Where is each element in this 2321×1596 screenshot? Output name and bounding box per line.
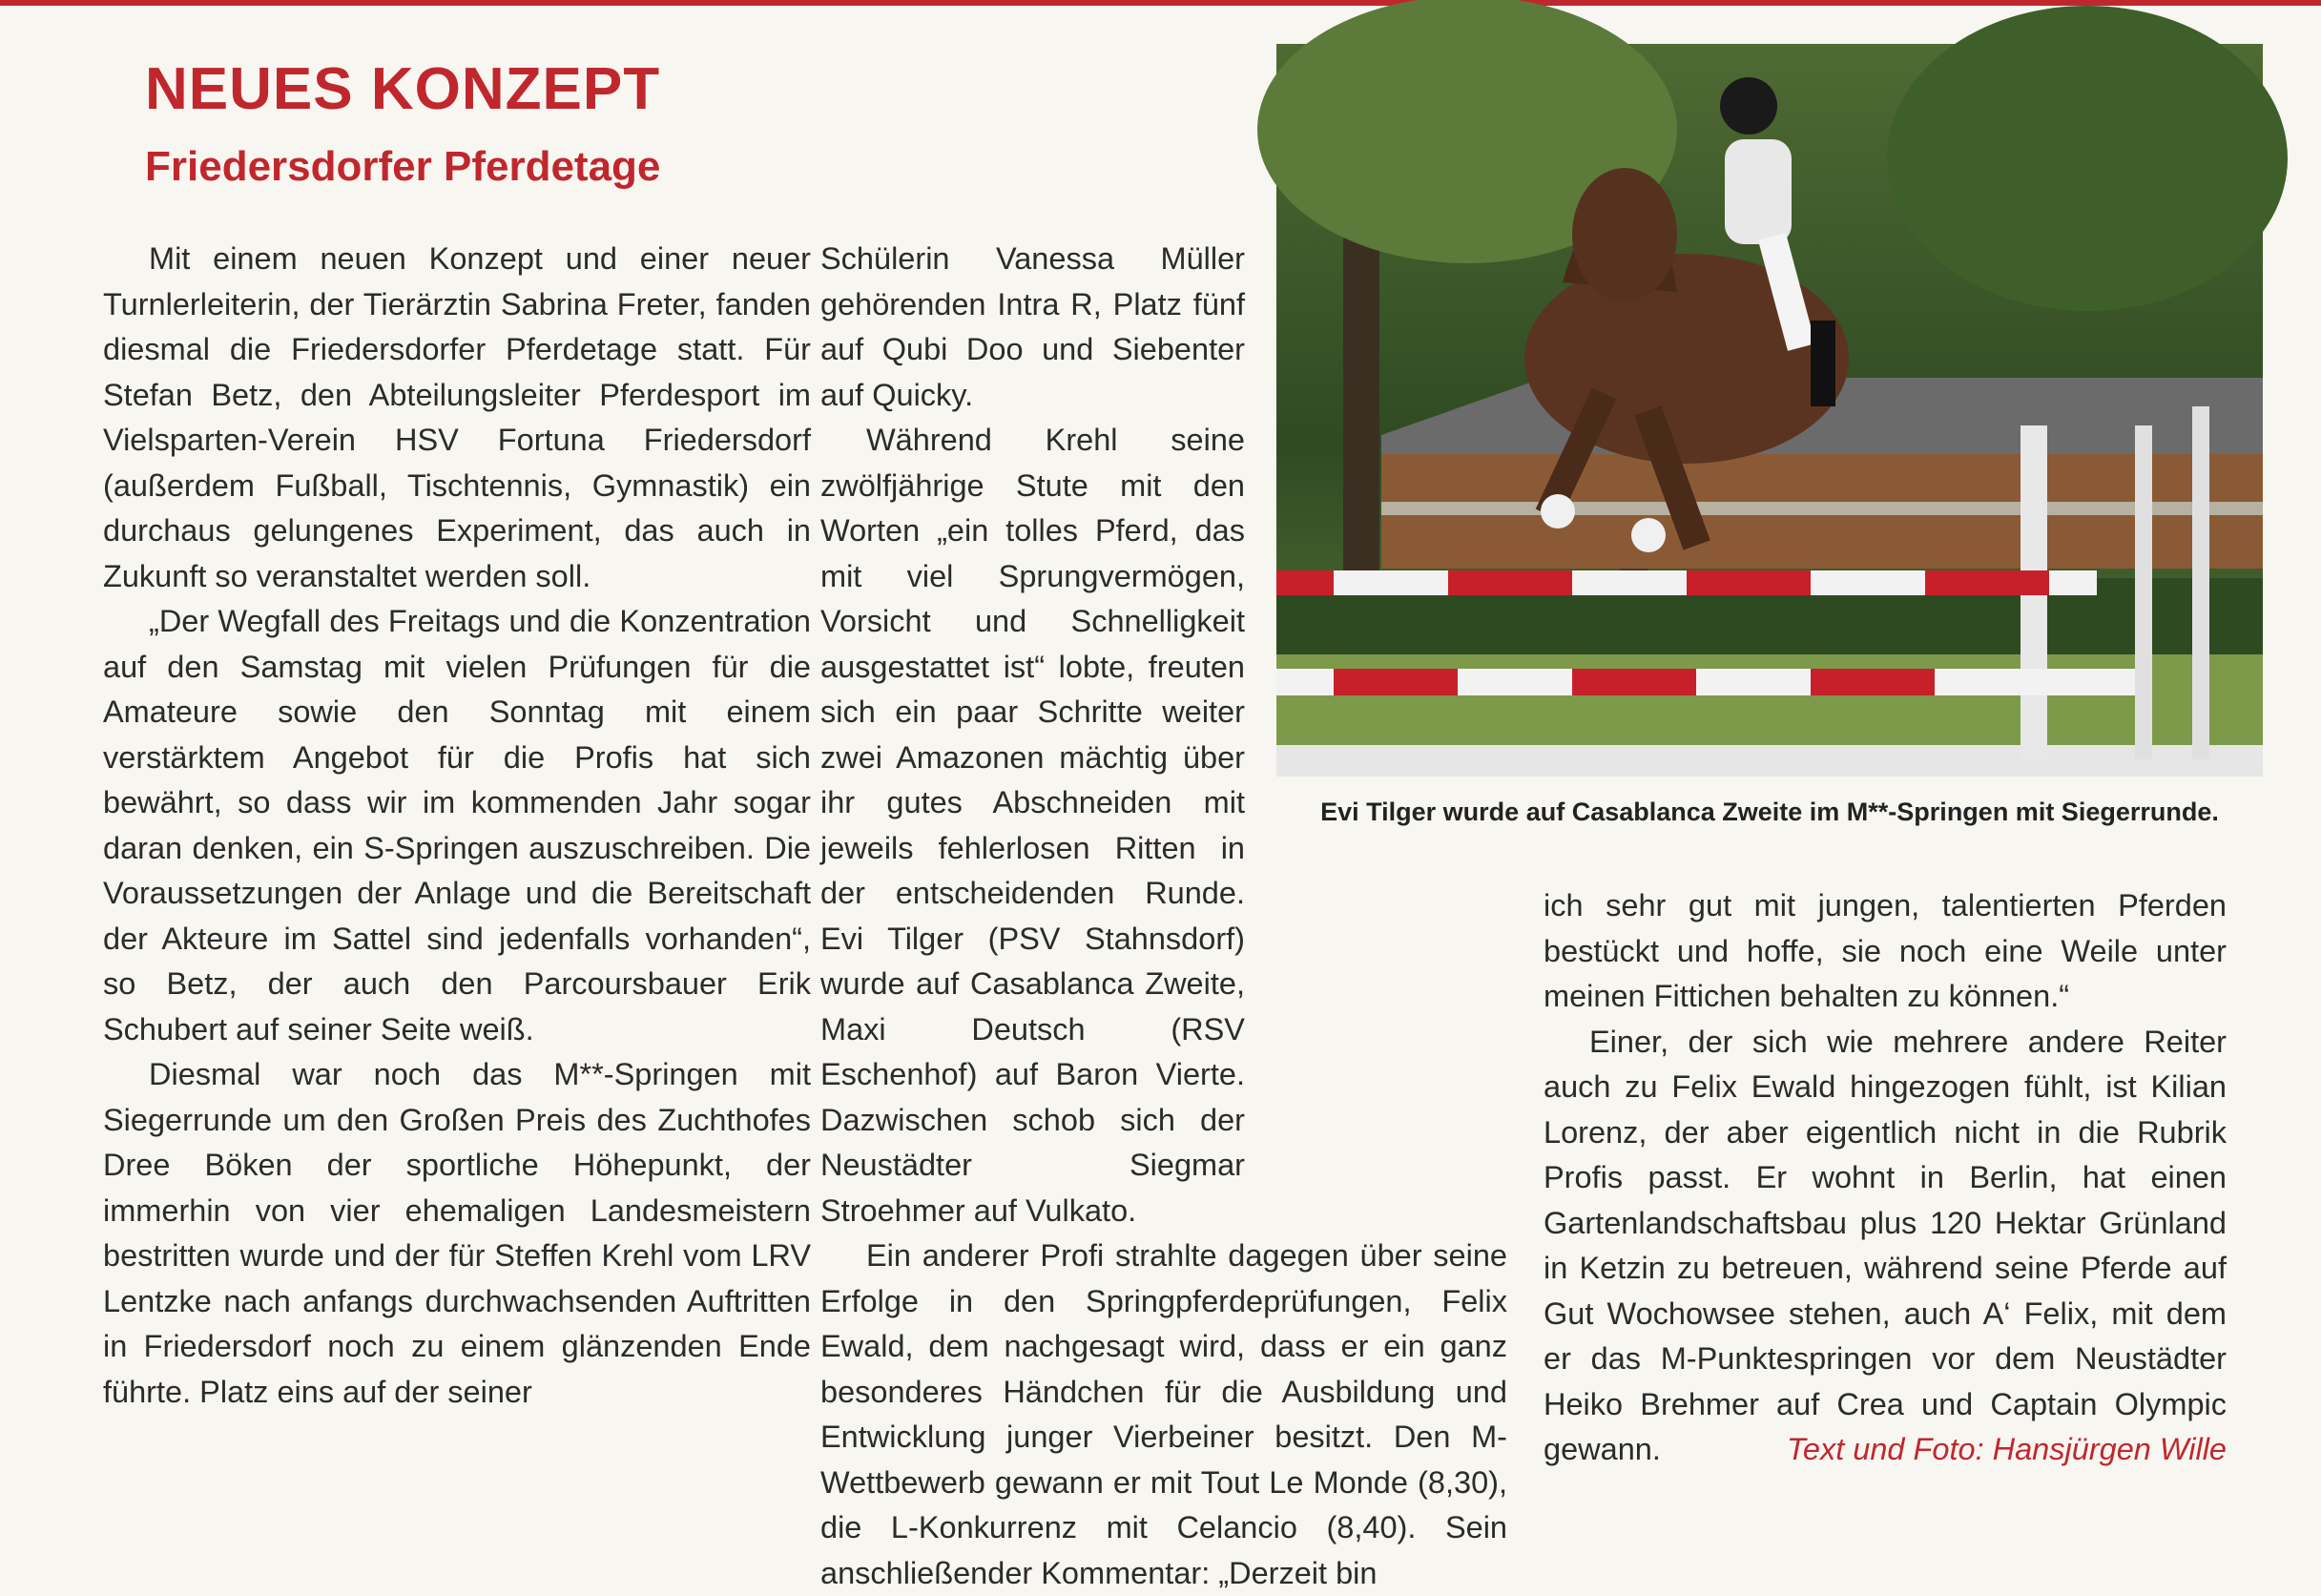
paragraph: Ein anderer Profi strahlte dagegen über seine Erfolge in den Springpferdeprüfungen, Felix Ewald, dem nachgesagt wird, dass er ein ganz besonderes Händchen für die Ausbildung und Entwicklung junger Vierbeiner besitzt. Den M-Wettbewerb gewann er mit Tout Le Monde (8,30), die L-Konkurrenz mit Celancio (8,40). Sein anschließender Kommentar: „Derzeit bin xyxy=(820,1238,1507,1590)
horse-jumping-illustration xyxy=(1276,44,2263,777)
paragraph: ich sehr gut mit jungen, talentierten Pferden bestückt und hoffe, sie noch eine Weile unter meinen Fittichen behalten zu können.“ xyxy=(1544,888,2227,1013)
column-1 xyxy=(103,237,811,1415)
column-3 xyxy=(1544,883,2227,1473)
headline: NEUES KONZEPT xyxy=(145,56,661,122)
show-jumping-photo xyxy=(1276,44,2263,777)
paragraph: Schülerin Vanessa Müller gehörenden Intra R, Platz fünf auf Qubi Doo und Siebenter auf Quicky. xyxy=(820,241,1245,412)
paragraph: „Der Wegfall des Freitags und die Konzentration auf den Samstag mit vielen Prüfungen für die Amateure sowie den Sonntag mit einem verstärktem Angebot für die Profis hat sich bewährt, so dass wir im kommenden Jahr sogar daran denken, ein S-Springen auszuschreiben. Die Voraussetzungen der Anlage und die Bereitschaft der Akteure im Sattel sind jedenfalls vorhanden“, so Betz, der auch den Parcoursbauer Erik Schubert auf seiner Seite weiß. xyxy=(103,604,811,1047)
subheadline: Friedersdorfer Pferdetage xyxy=(145,143,661,190)
paragraph: Mit einem neuen Konzept und einer neuer Turnlerleiterin, der Tierärztin Sabrina Freter, fanden diesmal die Friedersdorfer Pferdetage statt. Für Stefan Betz, den Abteilungsleiter Pferdesport im Vielsparten-Verein HSV Fortuna Friedersdorf (außerdem Fußball, Tischtennis, Gymnastik) ein durchaus gelungenes Experiment, das auch in Zukunft so veranstaltet werden soll. xyxy=(103,241,811,593)
paragraph: Einer, der sich wie mehrere andere Reiter auch zu Felix Ewald hingezogen fühlt, ist Kilian Lorenz, der aber eigentlich nicht in die Rubrik Profis passt. Er wohnt in Berlin, hat einen Gartenlandschaftsbau plus 120 Hektar Grünland in Ketzin zu betreuen, während seine Pferde auf Gut Wochowsee stehen, auch A‘ Felix, mit dem er das M-Punktespringen vor dem Neustädter Heiko Brehmer auf Crea und Captain Olympic gewann. xyxy=(1544,1024,2227,1466)
paragraph: Diesmal war noch das M**-Springen mit Siegerrunde um den Großen Preis des Zuchthofes Dree Böken der sportliche Höhepunkt, der immerhin von vier ehemaligen Landesmeistern bestritten wurde und der für Steffen Krehl vom LRV Lentzke nach anfangs durchwachsenden Auftritten in Friedersdorf noch zu einem glänzenden Ende führte. Platz eins auf der seiner xyxy=(103,1057,811,1409)
photo-caption: Evi Tilger wurde auf Casablanca Zweite im M**-Springen mit Siegerrunde. xyxy=(1320,798,2219,826)
top-rule xyxy=(0,0,2321,6)
paragraph: Während Krehl seine zwölfjährige Stute mit den Worten „ein tolles Pferd, das mit viel Sprungvermögen, Vorsicht und Schnelligkeit ausgestattet ist“ lobte, freuten sich ein paar Schritte weiter zwei Amazonen mächtig über ihr gutes Abschneiden mit jeweils fehlerlosen Ritten in der entscheidenden Runde. Evi Tilger (PSV Stahnsdorf) wurde auf Casablanca Zweite, Maxi Deutsch (RSV Eschenhof) auf Baron Vierte. Dazwischen schob sich der Neustädter Siegmar Stroehmer auf Vulkato. xyxy=(820,423,1245,1228)
photo-credit: Text und Foto: Hansjürgen Wille xyxy=(1787,1432,2227,1466)
